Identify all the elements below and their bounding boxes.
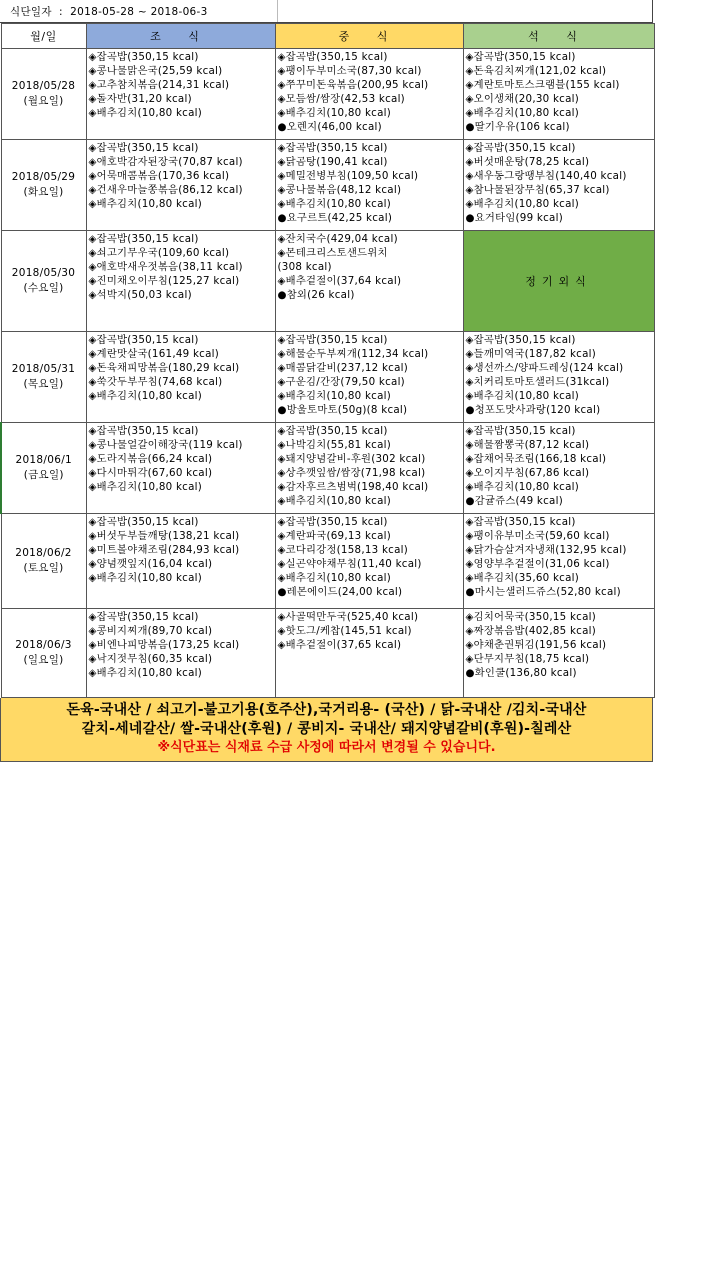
menu-item: ◈몬테크리스토샌드위치 xyxy=(277,247,388,259)
menu-item: ◈비엔나피망볶음(173,25 kcal) xyxy=(88,639,240,651)
header-day: 월/일 xyxy=(1,24,86,49)
menu-item: ◈계란맛살국(161,49 kcal) xyxy=(88,348,220,360)
menu-item: ◈양념깻잎지(16,04 kcal) xyxy=(88,558,213,570)
menu-item: ●요거타임(99 kcal) xyxy=(465,212,563,224)
menu-item: ◈감자후르츠범벅(198,40 kcal) xyxy=(277,481,429,493)
day-row xyxy=(1,140,654,231)
menu-item: ◈잡곡밥(350,15 kcal) xyxy=(88,142,199,154)
menu-item: ◈영양부추겉절이(31,06 kcal) xyxy=(465,558,610,570)
day-cell xyxy=(1,609,86,698)
dinner-cell xyxy=(463,49,654,140)
menu-item: ◈잡곡밥(350,15 kcal) xyxy=(277,516,388,528)
day-weekday: (토요일) xyxy=(23,562,64,574)
breakfast-cell xyxy=(86,140,275,231)
menu-item: ◈버섯매운탕(78,25 kcal) xyxy=(465,156,590,168)
day-row xyxy=(1,423,654,514)
menu-item: ◈메밀전병부침(109,50 kcal) xyxy=(277,170,419,182)
menu-item: ◈배추김치(10,80 kcal) xyxy=(465,198,580,210)
menu-item: ◈잡곡밥(350,15 kcal) xyxy=(277,142,388,154)
breakfast-cell xyxy=(86,49,275,140)
lunch-cell xyxy=(275,514,463,609)
breakfast-cell xyxy=(86,231,275,332)
day-date: 2018/05/30 xyxy=(11,267,76,279)
menu-item: ◈쑥갓두부무침(74,68 kcal) xyxy=(88,376,223,388)
menu-item: ◈계란파국(69,13 kcal) xyxy=(277,530,392,542)
menu-item: ◈콩나물볶음(48,12 kcal) xyxy=(277,184,402,196)
menu-item: ◈김치어묵국(350,15 kcal) xyxy=(465,611,597,623)
origin-line-2: 갈치-세네갈산/ 쌀-국내산(후원) / 콩비지- 국내산/ 돼지양념갈비(후원)-칠레산 xyxy=(81,721,572,737)
menu-item: ◈치커리토마토샐러드(31kcal) xyxy=(465,376,610,388)
menu-item: ●요구르트(42,25 kcal) xyxy=(277,212,393,224)
day-date: 2018/06/1 xyxy=(15,454,73,466)
header-dinner: 석 식 xyxy=(463,24,654,49)
day-date: 2018/06/2 xyxy=(15,547,72,559)
day-weekday: (일요일) xyxy=(23,654,64,666)
menu-item: ◈배추김치(10,80 kcal) xyxy=(277,198,392,210)
menu-item: ◈잡곡밥(350,15 kcal) xyxy=(465,51,576,63)
menu-item: ◈고추참치볶음(214,31 kcal) xyxy=(88,79,230,91)
menu-item: ◈버섯두부들깨탕(138,21 kcal) xyxy=(88,530,240,542)
dinner-cell xyxy=(463,332,654,423)
menu-item: ◈해물순두부찌개(112,34 kcal) xyxy=(277,348,429,360)
menu-item: ◈배추김치(10,80 kcal) xyxy=(465,107,580,119)
menu-item: ◈콩나물얼갈이해장국(119 kcal) xyxy=(88,439,243,451)
day-weekday: (월요일) xyxy=(23,95,64,107)
menu-item: ◈애호박새우젓볶음(38,11 kcal) xyxy=(88,261,243,273)
dinner-cell xyxy=(463,609,654,698)
menu-item: ◈돌자반(31,20 kcal) xyxy=(88,93,192,105)
day-date: 2018/05/31 xyxy=(11,363,76,375)
period-label: 식단일자 : 2018-05-28 ~ 2018-06-3 xyxy=(10,5,208,18)
menu-item: ◈실곤약야채무침(11,40 kcal) xyxy=(277,558,422,570)
origin-line-1: 돈육-국내산 / 쇠고기-불고기용(호주산),국거리용- (국산) / 닭-국내산 /김치-국내산 xyxy=(66,702,587,718)
menu-item: ◈배추김치(10,80 kcal) xyxy=(88,481,203,493)
day-weekday: (금요일) xyxy=(23,469,64,481)
menu-item: ◈해물짬뽕국(87,12 kcal) xyxy=(465,439,590,451)
menu-item: ◈미트볼야채조림(284,93 kcal) xyxy=(88,544,240,556)
menu-item: ◈잡곡밥(350,15 kcal) xyxy=(88,233,199,245)
dinner-cell xyxy=(463,140,654,231)
menu-item: ◈구운김/간장(79,50 kcal) xyxy=(277,376,405,388)
menu-item: ◈돼지양념갈비-후원(302 kcal) xyxy=(277,453,426,465)
menu-item: ◈야채춘권튀김(191,56 kcal) xyxy=(465,639,607,651)
menu-item: ◈애호박감자된장국(70,87 kcal) xyxy=(88,156,243,168)
menu-item: ◈쇠고기무우국(109,60 kcal) xyxy=(88,247,230,259)
dinner-outing-cell: 정기외식 xyxy=(463,231,654,332)
menu-item: ◈배추김치(10,80 kcal) xyxy=(88,107,203,119)
dinner-cell xyxy=(463,423,654,514)
menu-item: ◈배추김치(10,80 kcal) xyxy=(277,495,392,507)
menu-item: ◈사골떡만두국(525,40 kcal) xyxy=(277,611,419,623)
menu-item: ◈다시마튀각(67,60 kcal) xyxy=(88,467,213,479)
origin-footer xyxy=(0,698,653,762)
menu-item: ◈잡곡밥(350,15 kcal) xyxy=(277,425,388,437)
menu-item: ●감귤쥬스(49 kcal) xyxy=(465,495,563,507)
menu-item: ◈팽이두부미소국(87,30 kcal) xyxy=(277,65,422,77)
menu-item: ●딸기우유(106 kcal) xyxy=(465,121,570,133)
menu-item: ◈들깨미역국(187,82 kcal) xyxy=(465,348,597,360)
menu-item: ◈돈육채피망볶음(180,29 kcal) xyxy=(88,362,240,374)
menu-item: ●오렌지(46,00 kcal) xyxy=(277,121,382,133)
menu-item: ◈배추김치(10,80 kcal) xyxy=(277,107,392,119)
menu-item: ◈코다리강정(158,13 kcal) xyxy=(277,544,409,556)
menu-item: ◈배추김치(10,80 kcal) xyxy=(277,572,392,584)
header-row xyxy=(1,24,654,49)
menu-item: ◈배추김치(10,80 kcal) xyxy=(277,390,392,402)
menu-item: ◈짜장볶음밥(402,85 kcal) xyxy=(465,625,597,637)
menu-item: ◈잡곡밥(350,15 kcal) xyxy=(277,334,388,346)
day-weekday: (수요일) xyxy=(23,282,64,294)
header-breakfast: 조 식 xyxy=(86,24,275,49)
menu-item: ◈배추김치(10,80 kcal) xyxy=(465,390,580,402)
dinner-cell xyxy=(463,514,654,609)
menu-item: ◈상추깻잎쌈/쌈장(71,98 kcal) xyxy=(277,467,426,479)
change-notice: ※식단표는 식재료 수급 사정에 따라서 변경될 수 있습니다. xyxy=(157,740,496,755)
day-date: 2018/05/29 xyxy=(11,171,76,183)
menu-item: ◈건새우마늘쫑볶음(86,12 kcal) xyxy=(88,184,243,196)
day-cell xyxy=(1,49,86,140)
menu-item: ◈나박김치(55,81 kcal) xyxy=(277,439,392,451)
menu-item: ◈모듬쌈/쌈장(42,53 kcal) xyxy=(277,93,405,105)
day-cell xyxy=(1,140,86,231)
menu-item: ◈배추김치(10,80 kcal) xyxy=(465,481,580,493)
lunch-cell xyxy=(275,609,463,698)
menu-item: ◈참나물된장무침(65,37 kcal) xyxy=(465,184,610,196)
day-weekday: (목요일) xyxy=(23,378,64,390)
day-date: 2018/05/28 xyxy=(11,80,76,92)
lunch-cell xyxy=(275,140,463,231)
menu-item: ◈닭가슴살겨자냉채(132,95 kcal) xyxy=(465,544,627,556)
header-lunch: 중 식 xyxy=(275,24,463,49)
lunch-cell xyxy=(275,423,463,514)
menu-item: ◈배추겉절이(37,65 kcal) xyxy=(277,639,402,651)
menu-item: ◈배추김치(10,80 kcal) xyxy=(88,198,203,210)
menu-item: ◈어묵매콤볶음(170,36 kcal) xyxy=(88,170,230,182)
menu-item: ◈잡곡밥(350,15 kcal) xyxy=(88,51,199,63)
day-cell xyxy=(1,514,86,609)
breakfast-cell xyxy=(86,514,275,609)
day-row xyxy=(1,609,654,698)
menu-item: ◈배추김치(10,80 kcal) xyxy=(88,572,203,584)
menu-item: ◈잡곡밥(350,15 kcal) xyxy=(277,51,388,63)
menu-item: ◈팽이유부미소국(59,60 kcal) xyxy=(465,530,610,542)
menu-item: ◈콩비지찌개(89,70 kcal) xyxy=(88,625,213,637)
menu-item: ●참외(26 kcal) xyxy=(277,289,355,301)
menu-item: ◈진미채오이무침(125,27 kcal) xyxy=(88,275,240,287)
breakfast-cell xyxy=(86,609,275,698)
menu-item: ◈단무지무침(18,75 kcal) xyxy=(465,653,590,665)
day-row xyxy=(1,49,654,140)
menu-item: ◈잡곡밥(350,15 kcal) xyxy=(465,516,576,528)
menu-item: ●청포도맛사과랑(120 kcal) xyxy=(465,404,601,416)
day-weekday: (화요일) xyxy=(23,186,64,198)
day-row xyxy=(1,332,654,423)
menu-item: ◈닭곰탕(190,41 kcal) xyxy=(277,156,388,168)
menu-item: ◈석박지(50,03 kcal) xyxy=(88,289,192,301)
lunch-cell xyxy=(275,49,463,140)
menu-item: ◈핫도그/케찹(145,51 kcal) xyxy=(277,625,412,637)
menu-item: ●화인쿨(136,80 kcal) xyxy=(465,667,577,679)
menu-item: ◈돈육김치찌개(121,02 kcal) xyxy=(465,65,607,77)
menu-item: ◈잔치국수(429,04 kcal) xyxy=(277,233,398,245)
period-divider xyxy=(277,0,278,22)
menu-item: ◈잡곡밥(350,15 kcal) xyxy=(88,516,199,528)
menu-item: ◈잡곡밥(350,15 kcal) xyxy=(88,334,199,346)
day-row xyxy=(1,231,654,332)
menu-item: ◈도라지볶음(66,24 kcal) xyxy=(88,453,213,465)
menu-item: ◈배추김치(35,60 kcal) xyxy=(465,572,580,584)
menu-item: ◈새우동그랑땡부침(140,40 kcal) xyxy=(465,170,627,182)
day-row xyxy=(1,514,654,609)
lunch-cell xyxy=(275,231,463,332)
menu-item: ◈매콤닭갈비(237,12 kcal) xyxy=(277,362,409,374)
menu-table xyxy=(0,23,655,698)
day-date: 2018/06/3 xyxy=(15,639,72,651)
menu-item: ◈콩나물맑은국(25,59 kcal) xyxy=(88,65,223,77)
period-row xyxy=(0,0,653,23)
menu-item: ◈잡곡밥(350,15 kcal) xyxy=(88,611,199,623)
menu-item: ◈오이생채(20,30 kcal) xyxy=(465,93,580,105)
menu-item: ◈잡곡밥(350,15 kcal) xyxy=(465,334,576,346)
menu-item: (308 kcal) xyxy=(277,261,332,273)
breakfast-cell xyxy=(86,332,275,423)
breakfast-cell xyxy=(86,423,275,514)
menu-item: ◈배추김치(10,80 kcal) xyxy=(88,667,203,679)
menu-item: ◈잡곡밥(350,15 kcal) xyxy=(465,425,576,437)
menu-item: ◈쭈꾸미돈육볶음(200,95 kcal) xyxy=(277,79,429,91)
menu-item: ◈잡곡밥(350,15 kcal) xyxy=(465,142,576,154)
menu-item: ●레몬에이드(24,00 kcal) xyxy=(277,586,403,598)
lunch-cell xyxy=(275,332,463,423)
period-range: 2018-05-28 ~ 2018-06-3 xyxy=(70,5,208,18)
menu-item: ◈생선까스/양파드레싱(124 kcal) xyxy=(465,362,624,374)
menu-item: ◈배추겉절이(37,64 kcal) xyxy=(277,275,402,287)
menu-item: ◈오이지무침(67,86 kcal) xyxy=(465,467,590,479)
menu-item: ◈잡채어묵조림(166,18 kcal) xyxy=(465,453,607,465)
menu-item: ●마시는샐러드쥬스(52,80 kcal) xyxy=(465,586,621,598)
day-cell xyxy=(1,332,86,423)
menu-item: ◈낙지젓무침(60,35 kcal) xyxy=(88,653,213,665)
menu-item: ◈계란토마토스크램블(155 kcal) xyxy=(465,79,620,91)
day-cell xyxy=(1,231,86,332)
day-cell xyxy=(1,423,86,514)
menu-item: ◈배추김치(10,80 kcal) xyxy=(88,390,203,402)
menu-item: ●방울토마토(50g)(8 kcal) xyxy=(277,404,408,416)
menu-item: ◈잡곡밥(350,15 kcal) xyxy=(88,425,199,437)
